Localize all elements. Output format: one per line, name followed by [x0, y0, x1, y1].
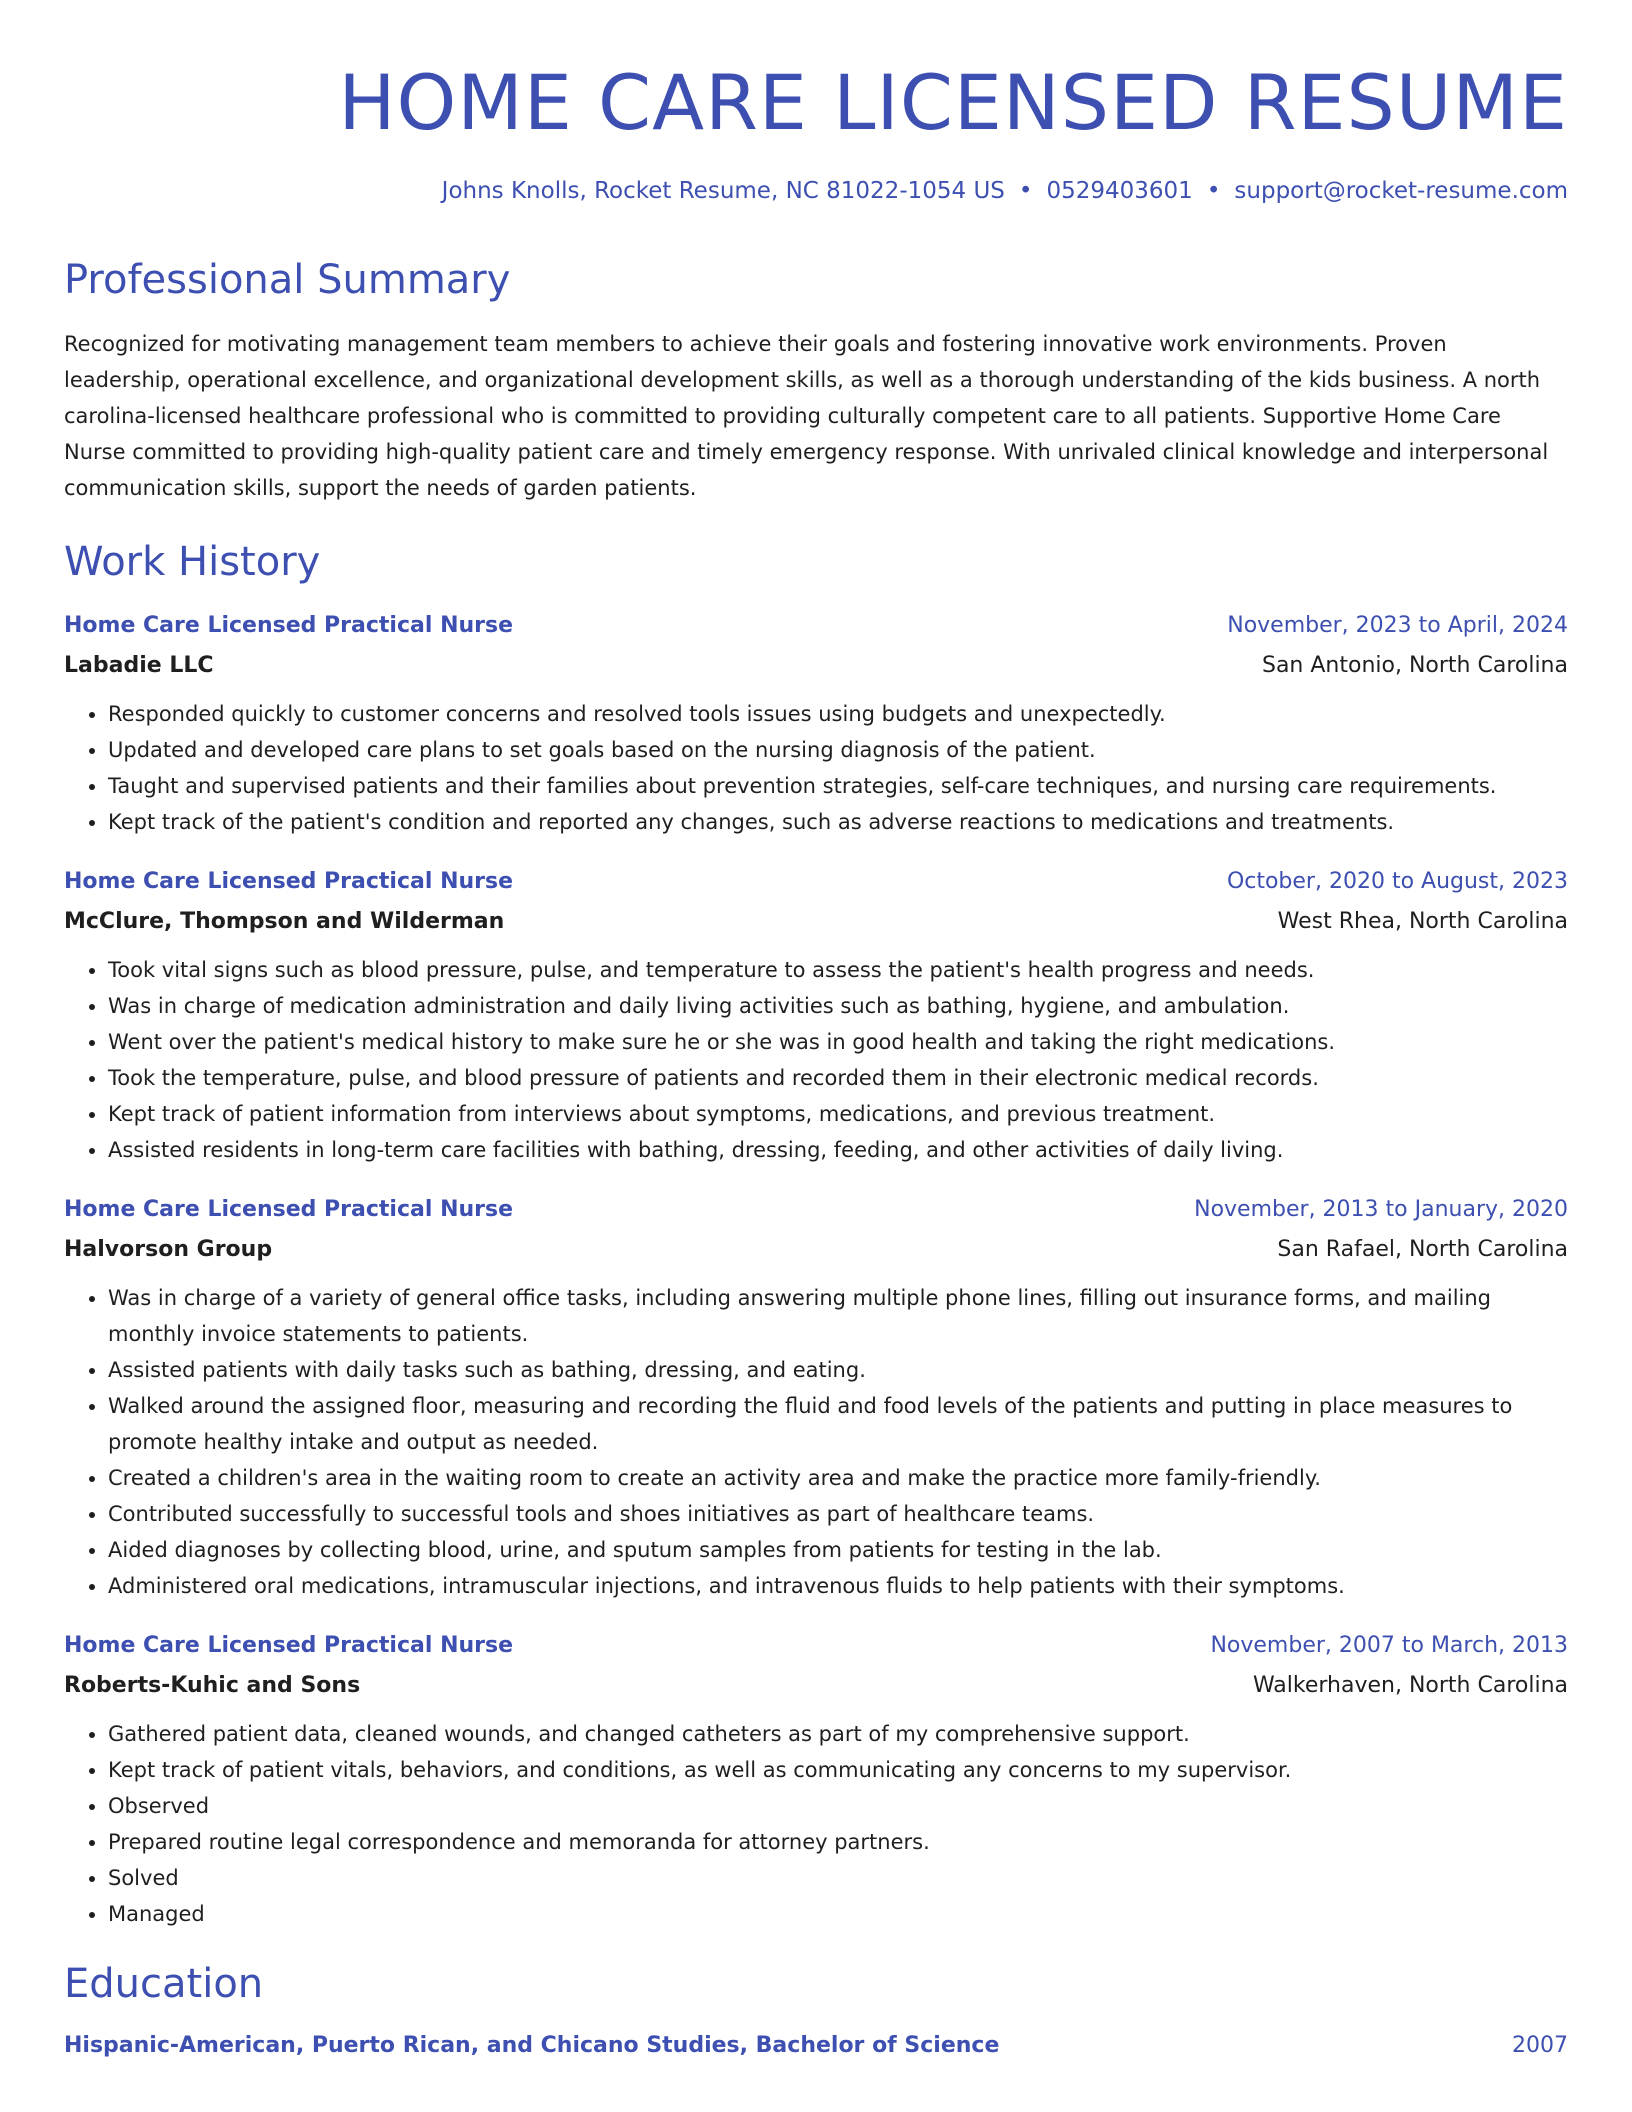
contact-line	[64, 178, 1568, 204]
job-location: San Rafael, North Carolina	[1277, 1237, 1568, 1262]
job-dates: November, 2007 to March, 2013	[1210, 1633, 1568, 1658]
job-location: West Rhea, North Carolina	[1277, 909, 1568, 934]
job-title: Home Care Licensed Practical Nurse	[64, 613, 514, 638]
job-bullet: • Walked around the assigned floor, measuring and recording the fluid and food levels of the patients and putting in place measures to promote healthy intake and output as needed.	[108, 1388, 1568, 1460]
job-bullet: • Went over the patient's medical history to make sure he or she was in good health and taking the right medications.	[108, 1024, 1568, 1060]
job-bullet: • Was in charge of medication administration and daily living activities such as bathing, hygiene, and ambulation.	[108, 988, 1568, 1024]
job-bullet: • Prepared routine legal correspondence and memoranda for attorney partners.	[108, 1824, 1568, 1860]
job-bullet: • Managed	[108, 1896, 1568, 1932]
contact-separator: •	[1018, 178, 1033, 204]
job-bullet: • Was in charge of a variety of general office tasks, including answering multiple phone lines, filling out insurance forms, and mailing monthly invoice statements to patients.	[108, 1280, 1568, 1352]
job-bullets	[64, 696, 1568, 840]
job-bullet: • Kept track of patient information from interviews about symptoms, medications, and previous treatment.	[108, 1096, 1568, 1132]
job-location: Walkerhaven, North Carolina	[1252, 1673, 1568, 1698]
job-bullet: • Contributed successfully to successful tools and shoes initiatives as part of healthcare teams.	[108, 1496, 1568, 1532]
job-bullet: • Assisted patients with daily tasks such as bathing, dressing, and eating.	[108, 1352, 1568, 1388]
education-year: 2007	[1512, 2033, 1568, 2058]
summary-text: Recognized for motivating management team members to achieve their goals and fostering innovative work environments. Proven leadership, operational excellence, and organizational development skills, as well as a thorough understanding of the kids business. A north carolina-licensed healthcare professional who is committed to providing culturally competent care to all patients. Supportive Home Care Nurse committed to providing high-quality patient care and timely emergency response. With unrivaled clinical knowledge and interpersonal communication skills, support the needs of garden patients.	[64, 332, 1549, 500]
job-company: Labadie LLC	[64, 653, 214, 678]
job-entry	[64, 1626, 1568, 1932]
job-bullet: • Solved	[108, 1860, 1568, 1896]
job-bullet: • Kept track of the patient's condition and reported any changes, such as adverse reactions to medications and treatments.	[108, 804, 1568, 840]
contact-phone: 0529403601	[1046, 178, 1193, 204]
job-dates: October, 2020 to August, 2023	[1226, 869, 1568, 894]
job-bullet: • Gathered patient data, cleaned wounds, and changed catheters as part of my comprehensive support.	[108, 1716, 1568, 1752]
education-entry	[64, 2026, 1568, 2066]
job-bullet: • Aided diagnoses by collecting blood, urine, and sputum samples from patients for testing in the lab.	[108, 1532, 1568, 1568]
job-bullet: • Kept track of patient vitals, behaviors, and conditions, as well as communicating any concerns to my supervisor.	[108, 1752, 1568, 1788]
contact-email: support@rocket-resume.com	[1234, 178, 1568, 204]
job-bullets	[64, 1280, 1568, 1604]
summary-heading: Professional Summary	[64, 257, 511, 303]
job-entry	[64, 1190, 1568, 1604]
job-bullet: • Responded quickly to customer concerns and resolved tools issues using budgets and unexpectedly.	[108, 696, 1568, 732]
education-heading: Education	[64, 1961, 264, 2007]
job-entry	[64, 606, 1568, 840]
job-bullet: • Took the temperature, pulse, and blood pressure of patients and recorded them in their electronic medical records.	[108, 1060, 1568, 1096]
job-company: Roberts-Kuhic and Sons	[64, 1673, 361, 1698]
job-company: McClure, Thompson and Wilderman	[64, 909, 505, 934]
job-dates: November, 2013 to January, 2020	[1194, 1197, 1568, 1222]
job-title: Home Care Licensed Practical Nurse	[64, 869, 514, 894]
contact-address: Johns Knolls, Rocket Resume, NC 81022-1054 US	[441, 178, 1005, 204]
job-entry	[64, 862, 1568, 1168]
job-bullets	[64, 1716, 1568, 1932]
education-degree: Hispanic-American, Puerto Rican, and Chicano Studies, Bachelor of Science	[64, 2033, 1000, 2058]
job-bullets	[64, 952, 1568, 1168]
job-bullet: • Taught and supervised patients and their families about prevention strategies, self-care techniques, and nursing care requirements.	[108, 768, 1568, 804]
job-bullet: • Created a children's area in the waiting room to create an activity area and make the practice more family-friendly.	[108, 1460, 1568, 1496]
job-bullet: • Observed	[108, 1788, 1568, 1824]
job-company: Halvorson Group	[64, 1237, 273, 1262]
job-title: Home Care Licensed Practical Nurse	[64, 1197, 514, 1222]
job-title: Home Care Licensed Practical Nurse	[64, 1633, 514, 1658]
job-location: San Antonio, North Carolina	[1261, 653, 1568, 678]
work-history-heading: Work History	[64, 539, 321, 585]
resume-title: HOME CARE LICENSED RESUME	[338, 58, 1568, 147]
job-bullet: • Updated and developed care plans to set goals based on the nursing diagnosis of the patient.	[108, 732, 1568, 768]
job-bullet: • Took vital signs such as blood pressure, pulse, and temperature to assess the patient's health progress and needs.	[108, 952, 1568, 988]
job-dates: November, 2023 to April, 2024	[1227, 613, 1568, 638]
job-bullet: • Administered oral medications, intramuscular injections, and intravenous fluids to help patients with their symptoms.	[108, 1568, 1568, 1604]
job-bullet: • Assisted residents in long-term care facilities with bathing, dressing, feeding, and other activities of daily living.	[108, 1132, 1568, 1168]
contact-separator: •	[1206, 178, 1221, 204]
